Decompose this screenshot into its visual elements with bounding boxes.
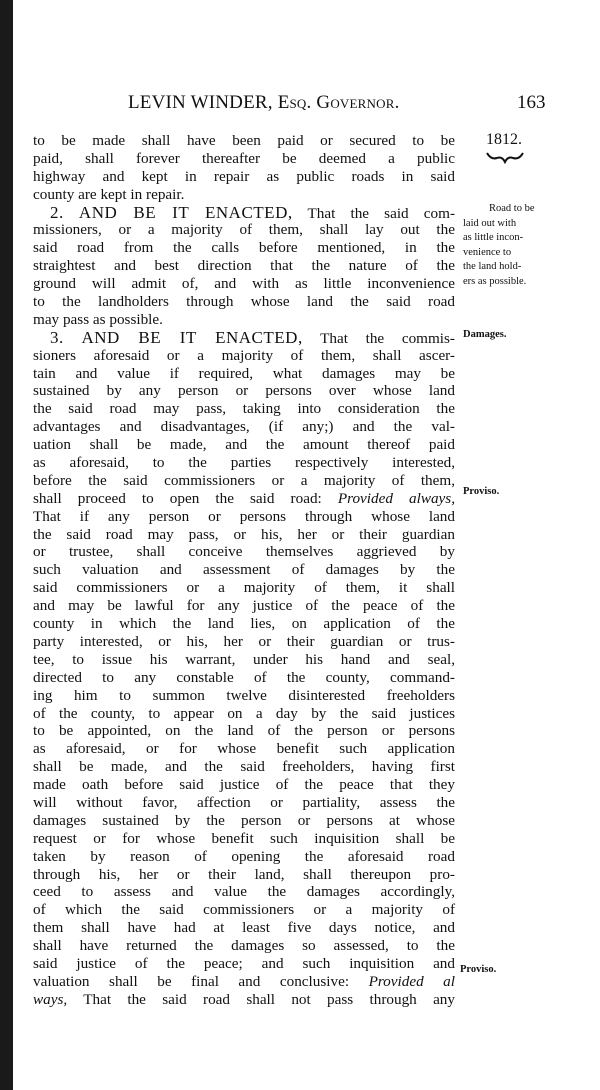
brace-ornament-icon bbox=[485, 150, 525, 164]
text-line bbox=[33, 579, 455, 597]
text-line bbox=[33, 561, 455, 579]
title-name: LEVIN WINDER, bbox=[128, 92, 273, 113]
text-line bbox=[33, 329, 455, 347]
text-line bbox=[33, 812, 455, 830]
text-line bbox=[33, 597, 455, 615]
margin-note-proviso: Proviso. bbox=[463, 486, 500, 497]
text-segment: shall proceed to open the said road: bbox=[33, 489, 338, 507]
text-line bbox=[33, 526, 455, 544]
margin-note-line: ers as possible. bbox=[463, 275, 527, 287]
margin-note-line: as little incon- bbox=[463, 232, 524, 243]
text-segment: to be made shall have been paid or secured to be bbox=[33, 132, 455, 149]
text-segment: and may be lawful for any justice of the peace of the bbox=[33, 597, 455, 615]
text-segment: That the commis- bbox=[302, 329, 455, 347]
text-segment: taken by reason of opening the aforesaid road bbox=[33, 847, 455, 865]
text-segment: the said road may pass, or his, her or their guardian bbox=[33, 525, 455, 543]
text-line bbox=[33, 633, 455, 651]
margin-note-proviso: Proviso. bbox=[460, 964, 497, 975]
text-line bbox=[33, 937, 455, 955]
text-line bbox=[33, 740, 455, 758]
text-segment: highway and kept in repair as public roads in said bbox=[33, 167, 455, 185]
text-segment: directed to any constable of the county, command- bbox=[33, 668, 455, 686]
text-line bbox=[33, 901, 455, 919]
page-number: 163 bbox=[517, 92, 546, 113]
italic-text: Provided always, bbox=[337, 489, 455, 507]
text-line bbox=[33, 794, 455, 812]
text-segment: said road from the calls before mentioned, in the bbox=[33, 239, 455, 257]
text-line bbox=[33, 239, 455, 257]
text-segment: said commissioners or a majority of them, it shall bbox=[33, 579, 455, 597]
text-line bbox=[33, 347, 455, 365]
text-segment: shall have returned the damages so assessed, to the bbox=[33, 937, 455, 955]
text-line bbox=[33, 132, 455, 150]
margin-note-damages: Damages. bbox=[463, 329, 507, 340]
text-segment: tee, to issue his warrant, under his hand and seal, bbox=[33, 650, 455, 668]
text-line bbox=[33, 293, 455, 311]
text-line bbox=[33, 454, 455, 472]
text-line bbox=[33, 776, 455, 794]
text-line bbox=[33, 543, 455, 561]
text-line bbox=[33, 204, 455, 222]
text-line bbox=[33, 722, 455, 740]
text-line bbox=[33, 382, 455, 400]
text-line bbox=[33, 472, 455, 490]
text-segment: paid, shall forever thereafter be deemed a public bbox=[33, 149, 455, 167]
text-segment: That if any person or persons through whose land bbox=[33, 507, 455, 525]
text-line bbox=[33, 830, 455, 848]
text-segment: to the landholders through whose land the said road bbox=[33, 293, 455, 311]
text-line bbox=[33, 186, 455, 204]
text-segment: sustained by any person or persons over whose land bbox=[33, 382, 455, 400]
text-line bbox=[33, 651, 455, 669]
text-line bbox=[33, 848, 455, 866]
text-line bbox=[33, 418, 455, 436]
text-segment: the said road may pass, taking into consideration the bbox=[33, 400, 455, 418]
text-segment: said justice of the peace; and such inquisition and bbox=[33, 954, 455, 972]
margin-note-line: venience to bbox=[463, 246, 512, 258]
text-line bbox=[33, 866, 455, 884]
text-line bbox=[33, 687, 455, 705]
text-line bbox=[33, 400, 455, 418]
text-segment: will without favor, affection or partiality, assess the bbox=[33, 793, 455, 811]
italic-text: ways, bbox=[33, 990, 68, 1008]
text-segment: tain and value if required, what damages may be bbox=[33, 364, 455, 382]
text-line bbox=[33, 508, 455, 526]
text-segment: advantages and disadvantages, (if any;) and the val- bbox=[33, 418, 455, 436]
text-segment: party interested, or his, her or their guardian or trus- bbox=[33, 632, 455, 650]
text-segment: request or for whose benefit such inquisition shall be bbox=[33, 829, 455, 847]
text-segment: shall be made, and the said freeholders, having first bbox=[33, 758, 455, 776]
text-segment: ceed to assess and value the damages accordingly, bbox=[33, 883, 455, 901]
scan-binding-edge bbox=[0, 0, 13, 1090]
text-line bbox=[33, 221, 455, 239]
margin-note-line: laid out with bbox=[463, 217, 517, 229]
text-line bbox=[33, 919, 455, 937]
text-segment: of the county, to appear on a day by the said justices bbox=[33, 704, 455, 722]
text-line bbox=[33, 436, 455, 454]
text-segment: to be appointed, on the land of the person or persons bbox=[33, 722, 455, 740]
text-line bbox=[33, 758, 455, 776]
margin-year: 1812. bbox=[486, 131, 522, 148]
text-line bbox=[33, 311, 455, 329]
text-segment: ing him to summon twelve disinterested freeholders bbox=[33, 686, 455, 704]
text-segment: county in which the land lies, on application of the bbox=[33, 615, 455, 633]
text-segment: before the said commissioners or a majority of them, bbox=[33, 471, 455, 489]
text-segment: as aforesaid, to the parties respectively interested, bbox=[33, 454, 455, 472]
text-segment: uation shall be made, and the amount thereof paid bbox=[33, 436, 455, 454]
text-segment: valuation shall be final and conclusive: bbox=[33, 972, 369, 990]
text-segment: such valuation and assessment of damages by the bbox=[33, 561, 455, 579]
text-line bbox=[33, 365, 455, 383]
text-segment: county are kept in repair. bbox=[33, 185, 185, 203]
text-line bbox=[33, 490, 455, 508]
section-heading: 2. AND BE IT ENACTED, bbox=[50, 202, 293, 222]
text-segment: as aforesaid, or for whose benefit such application bbox=[33, 740, 455, 758]
text-line bbox=[33, 955, 455, 973]
title-office: Esq. Governor. bbox=[277, 92, 400, 113]
body-text bbox=[33, 132, 455, 1009]
text-line bbox=[33, 973, 455, 991]
text-segment: That the said road shall not pass through any bbox=[67, 990, 455, 1008]
margin-note-line: Road to be bbox=[489, 203, 535, 214]
text-line bbox=[33, 615, 455, 633]
text-segment: straightest and best direction that the nature of the bbox=[33, 257, 455, 275]
running-title bbox=[128, 92, 400, 114]
margin-note-line: the land hold- bbox=[463, 261, 522, 272]
text-segment: or trustee, shall conceive themselves aggrieved by bbox=[33, 543, 455, 561]
text-segment: them shall have had at least five days notice, and bbox=[33, 919, 455, 937]
italic-text: Provided al bbox=[368, 972, 455, 990]
text-line bbox=[33, 883, 455, 901]
text-line bbox=[33, 669, 455, 687]
text-segment: of which the said commissioners or a majority of bbox=[33, 901, 455, 919]
text-segment: made oath before said justice of the peace that they bbox=[33, 776, 455, 794]
running-header bbox=[0, 92, 600, 116]
text-line bbox=[33, 275, 455, 293]
text-line bbox=[33, 705, 455, 723]
text-line bbox=[33, 150, 455, 168]
text-segment: That the said com- bbox=[292, 204, 455, 222]
text-segment: damages sustained by the person or persons at whose bbox=[33, 811, 455, 829]
text-line bbox=[33, 991, 455, 1009]
text-line bbox=[33, 168, 455, 186]
text-segment: sioners aforesaid or a majority of them, shall ascer- bbox=[33, 346, 455, 364]
section-heading: 3. AND BE IT ENACTED, bbox=[50, 327, 303, 347]
text-segment: may pass as possible. bbox=[33, 310, 163, 328]
text-line bbox=[33, 257, 455, 275]
text-segment: through his, her or their land, shall thereupon pro- bbox=[33, 865, 455, 883]
margin-note-road bbox=[463, 202, 535, 289]
text-segment: missioners, or a majority of them, shall lay out the bbox=[33, 221, 455, 239]
text-segment: ground will admit of, and with as little inconvenience bbox=[33, 275, 455, 293]
